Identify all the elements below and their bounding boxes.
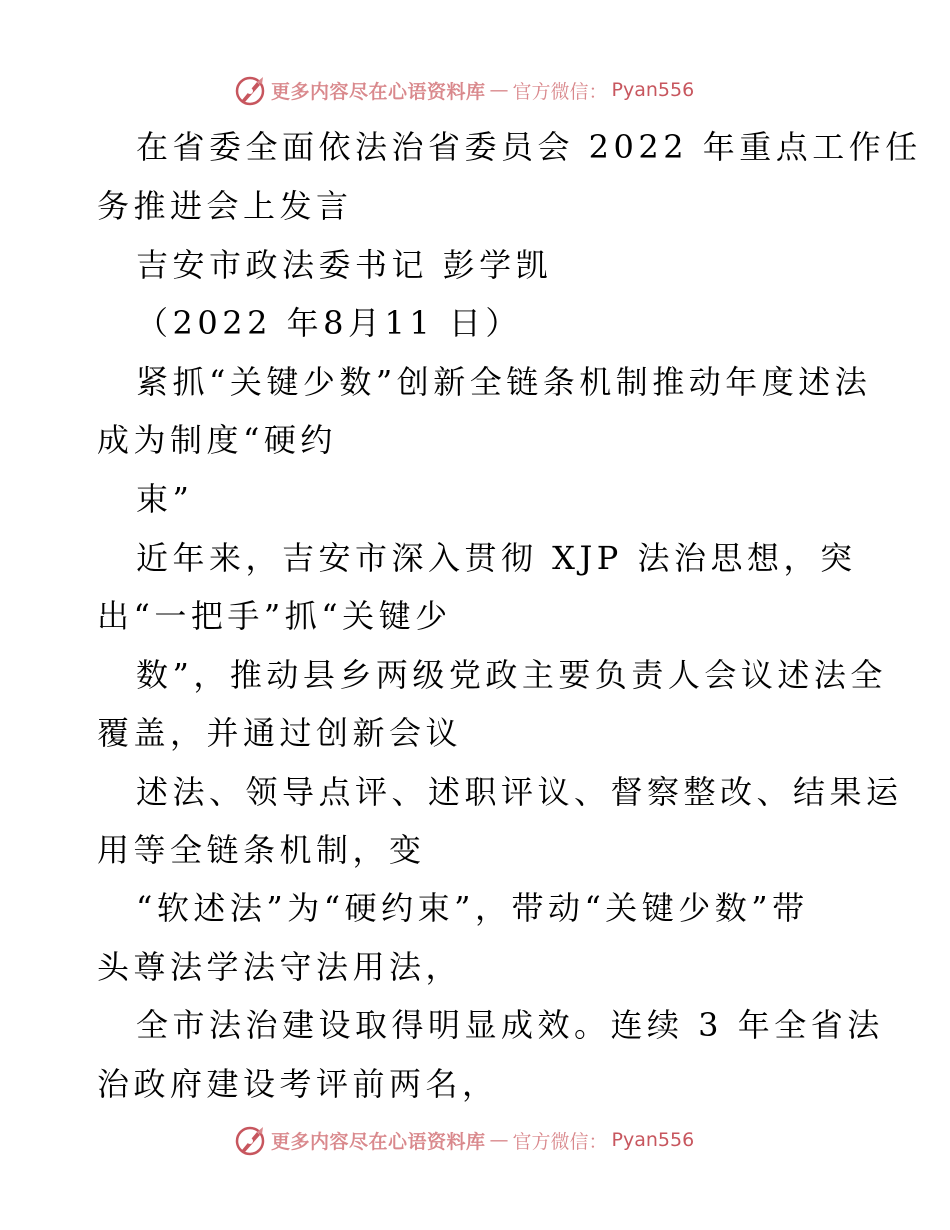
header-watermark [233,70,694,110]
watermark-wechat-id: Pyan556 [611,1129,695,1151]
watermark-wechat-label: 官方微信： [512,1130,608,1153]
heading-line-1: 紧抓“关键少数”创新全链条机制推动年度述法 [136,363,872,401]
paragraph-line: 数”，推动县乡两级党政主要负责人会议述法全 [136,656,887,694]
paragraph-line: 述法、领导点评、述职评议、督察整改、结果运 [136,773,903,811]
footer-watermark [233,1120,694,1160]
title-line-2: 务推进会上发言 [97,187,353,225]
paragraph-line: 用等全链条机制，变 [97,831,426,869]
paragraph-line: 头尊法学法守法用法， [97,948,463,986]
paragraph-line: 出“一把手”抓“关键少 [97,597,452,635]
watermark-text: 更多内容尽在心语资料库 [271,80,486,103]
quill-pen-logo-icon [233,73,267,107]
heading-line-2: 成为制度“硬约 [97,421,337,459]
watermark-separator: — [489,79,509,101]
quill-pen-logo-icon [233,1123,267,1157]
heading-line-3: 束” [136,480,194,518]
watermark-wechat-label: 官方微信： [512,80,608,103]
paragraph-line: 覆盖，并通过创新会议 [97,714,463,752]
paragraph-line: 治政府建设考评前两名， [97,1065,499,1103]
paragraph-line: 近年来，吉安市深入贯彻 XJP 法治思想，突 [136,539,857,577]
watermark-wechat-id: Pyan556 [611,79,695,101]
paragraph-line: 全市法治建设取得明显成效。连续 3 年全省法 [136,1006,884,1044]
title-line-1: 在省委全面依法治省委员会 2022 年重点工作任 [136,128,922,166]
watermark-separator: — [489,1129,509,1151]
date-line: （2022 年8月11 日） [136,304,522,342]
author-line: 吉安市政法委书记 彭学凯 [136,246,553,284]
watermark-text: 更多内容尽在心语资料库 [271,1130,486,1153]
paragraph-line: “软述法”为“硬约束”，带动“关键少数”带 [136,889,809,927]
